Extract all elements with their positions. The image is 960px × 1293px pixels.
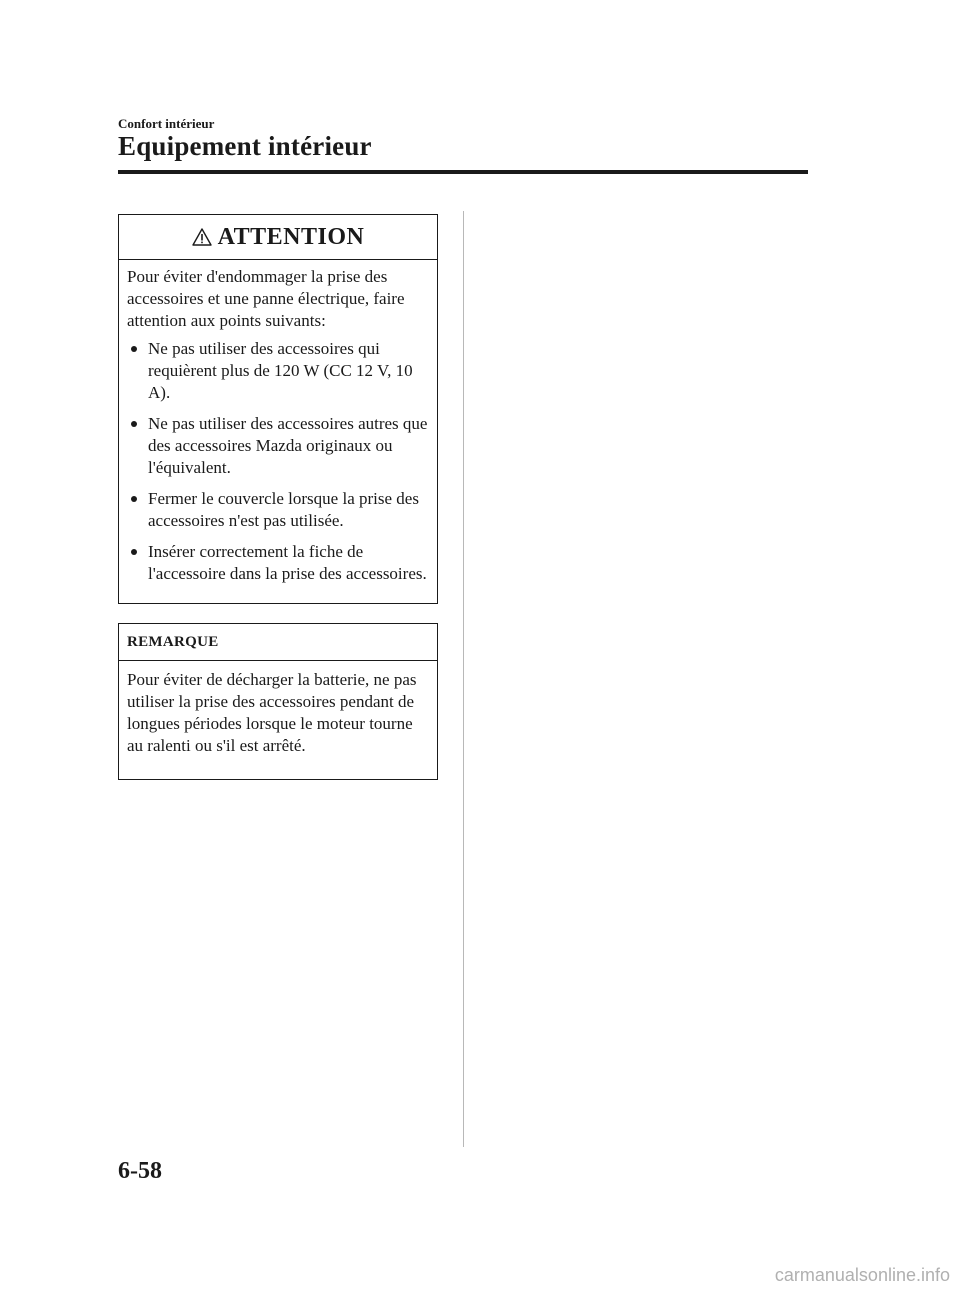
list-item [127,413,433,479]
list-item [127,541,433,585]
note-body: Pour éviter de décharger la batterie, ne pas utiliser la prise des accessoires pendant de longues périodes lorsque le moteur tourne au ralenti ou s'il est arrêté. [127,670,417,755]
title-rule [118,170,808,174]
attention-list [127,338,433,585]
note-title: REMARQUE [127,633,219,650]
bullet-icon [131,549,137,555]
page-title: Equipement intérieur [118,131,372,161]
list-item-text: Insérer correctement la fiche de l'accessoire dans la prise des accessoires. [148,542,427,583]
list-item-text: Ne pas utiliser des accessoires qui requièrent plus de 120 W (CC 12 V, 10 A). [148,339,413,402]
attention-header [119,215,437,260]
column-divider [463,211,464,1147]
warning-triangle-icon [192,228,212,246]
watermark: carmanualsonline.info [774,1265,950,1285]
note-box [118,623,438,780]
attention-title: ATTENTION [217,223,365,250]
list-item [127,338,433,404]
attention-body [119,260,437,585]
bullet-icon [131,496,137,502]
list-item [127,488,433,532]
section-label: Confort intérieur [118,116,215,131]
attention-box [118,214,438,604]
attention-intro: Pour éviter d'endommager la prise des accessoires et une panne électrique, faire attention aux points suivants: [127,267,405,330]
page-number: 6-58 [118,1158,162,1184]
bullet-icon [131,421,137,427]
list-item-text: Ne pas utiliser des accessoires autres que des accessoires Mazda originaux ou l'équivalent. [148,414,428,477]
list-item-text: Fermer le couvercle lorsque la prise des accessoires n'est pas utilisée. [148,489,419,530]
note-header [119,624,437,661]
bullet-icon [131,346,137,352]
